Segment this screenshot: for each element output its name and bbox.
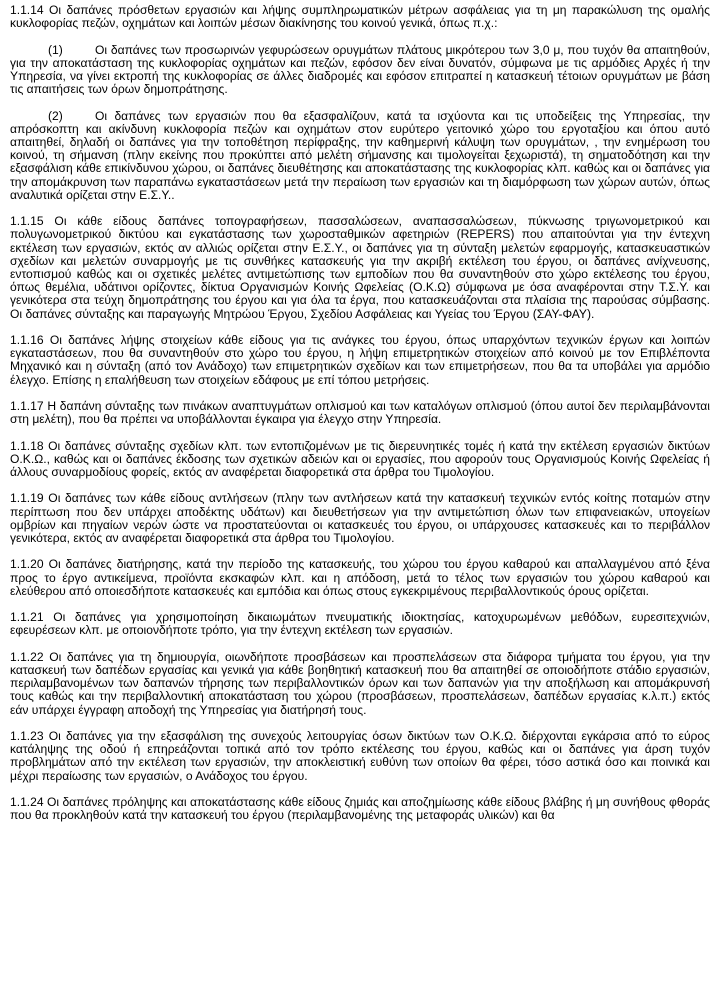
paragraph-1-1-21: 1.1.21 Οι δαπάνες για χρησιμοποίηση δικαιωμάτων πνευματικής ιδιοκτησίας, κατοχυρωμένων μεθόδων, ευρεσιτεχνιών, εφευρέσεων κλπ. με οποιονδήποτε τρόπο, για την έντεχνη εκτέλεση των εργασιών.	[10, 610, 710, 638]
item-number: (1)	[48, 42, 63, 57]
paragraph-1-1-24: 1.1.24 Οι δαπάνες πρόληψης και αποκατάστασης κάθε είδους ζημιάς και αποζημίωσης κάθε είδους βλάβης ή μη συνήθους φθοράς που θα προκληθούν κατά την κατασκευή του έργου (περιλαμβανομένης της μεταφοράς υλικών) και θα	[10, 795, 710, 823]
paragraph-1-1-18: 1.1.18 Οι δαπάνες σύνταξης σχεδίων κλπ. των εντοπιζομένων με τις διερευνητικές τομές ή κατά την εκτέλεση εργασιών δικτύων Ο.Κ.Ω., καθώς και οι δαπάνες έκδοσης των σχετικών αδειών και οι εργασίες, που αφορούν τους Οργανισμούς Κοινής Ωφελείας ή άλλους συναρμοδίους φορείς, εκτός αν αναφέρεται διαφορετικά στα άρθρα του Τιμολογίου.	[10, 438, 710, 480]
paragraph-1-1-14-item-1	[10, 44, 710, 97]
document-page	[10, 4, 710, 822]
paragraph-1-1-15: 1.1.15 Οι κάθε είδους δαπάνες τοπογραφήσεων, πασσαλώσεων, αναπασσαλώσεων, πύκνωσης τριγωνομετρικού και πολυγωνομετρικού δικτύου και εγκατάστασης των χωροσταθμικών αφετηριών (REPERS) που απαιτούνται για την έντεχνη εκτέλεση των εργασιών, εκτός αν αλλιώς ορίζεται στην Ε.Σ.Υ., οι δαπάνες για τη σύνταξη μελετών εφαρμογής, κατασκευαστικών σχεδίων και μελετών συναρμογής με τις συνθήκες κατασκευής για την ακριβή εκτέλεση του έργου, οι δαπάνες ανίχνευσης, εντοπισμού καθώς και οι σχετικές μελέτες αντιμετώπισης των εμποδίων που θα συναντηθούν στο χώρο εκτέλεσης του έργου, όπως θεμέλια, υδάτινοι ορίζοντες, δίκτυα Οργανισμών Κοινής Ωφελείας (Ο.Κ.Ω) σύμφωνα με όσα αναφέρονται στην Τ.Σ.Υ. και γενικότερα στα τεύχη δημοπράτησης του έργου και για όλα τα έργα, που κατασκευάζονται στα πλαίσια της παρούσας σύμβασης. Οι δαπάνες σύνταξης και παραγωγής Μητρώου Έργου, Σχεδίου Ασφάλειας και Υγείας του Έργου (ΣΑΥ-ΦΑΥ).	[10, 214, 710, 321]
item-text: Οι δαπάνες των εργασιών που θα εξασφαλίζουν, κατά τα ισχύοντα και τις υποδείξεις της Υπηρεσίας, την απρόσκοπτη και ακίνδυνη κυκλοφορία πεζών και οχημάτων στον ευρύτερο γειτονικό χώρο του εργοταξίου και όπου αυτό απαιτηθεί, δηλαδή οι δαπάνες για την τοποθέτηση περίφραξης, την καθημερινή κάλυψη των ορυγμάτων, , την ενημέρωση του κοινού, τη σήμανση (πλην εκείνης που προκύπτει από μελέτη σήμανσης και τιμολογείται ξεχωριστά), τη σηματοδότηση και την εξασφάλιση κάθε επικίνδυνου χώρου, οι δαπάνες διευθέτησης και αποκατάστασης της κυκλοφορίας κλπ. καθώς και οι δαπάνες για την απομάκρυνση των παραπάνω εγκαταστάσεων μετά την περαίωση των εργασιών και τη διαμόρφωση των χώρων αυτών, όπως αναλυτικά ορίζεται στην Ε.Σ.Υ..	[10, 108, 710, 202]
paragraph-1-1-14: 1.1.14 Οι δαπάνες πρόσθετων εργασιών και λήψης συμπληρωματικών μέτρων ασφάλειας για τη μη παρακώλυση της ομαλής κυκλοφορίας πεζών, οχημάτων και λοιπών μέσων διακίνησης του κοινού γενικά, όπως π.χ.:	[10, 3, 710, 31]
paragraph-1-1-19: 1.1.19 Οι δαπάνες των κάθε είδους αντλήσεων (πλην των αντλήσεων κατά την κατασκευή τεχνικών εντός κοίτης ποταμών στην περίπτωση που δεν υπάρχει αποδέκτης υδάτων) και διευθετήσεων για την αντιμετώπιση όλων των επιφανειακών, υπογείων ομβρίων και πηγαίων νερών ώστε να προστατεύονται οι κατασκευές του έργου, οι υπάρχουσες κατασκευές και το περιβάλλον γενικότερα, εκτός αν αναφέρεται διαφορετικά στα άρθρα του Τιμολογίου.	[10, 491, 710, 546]
item-text: Οι δαπάνες των προσωρινών γεφυρώσεων ορυγμάτων πλάτους μικρότερου των 3,0 μ, που τυχόν θα απαιτηθούν, για την αποκατάσταση της κυκλοφορίας οχημάτων και πεζών, εφόσον δεν είναι δυνατόν, σύμφωνα με τις αρμόδιες Αρχές ή την Υπηρεσία, να γίνει εκτροπή της κυκλοφορίας σε άλλες διαδρομές και εφόσον επιτραπεί η κατασκευή τέτοιων ορυγμάτων με βάση τις απαιτήσεις των όρων δημοπράτησης.	[10, 42, 710, 97]
paragraph-1-1-23: 1.1.23 Οι δαπάνες για την εξασφάλιση της συνεχούς λειτουργίας όσων δικτύων των Ο.Κ.Ω. διέρχονται εγκάρσια από το εύρος κατάληψης της οδού ή επηρεάζονται τοπικά από τον τρόπο εκτέλεσης του έργου, καθώς και οι δαπάνες για άρση τυχόν προβλημάτων από την εκτέλεση των εργασιών, την αποκλειστική ευθύνη των οποίων θα φέρει, τόσο αστικά όσο και ποινικά και μέχρι περαίωσης των εργασιών, ο Ανάδοχος του έργου.	[10, 729, 710, 783]
paragraph-1-1-22: 1.1.22 Οι δαπάνες για τη δημιουργία, οιωνδήποτε προσβάσεων και προσπελάσεων στα διάφορα τμήματα του έργου, για την κατασκευή των δαπέδων εργασίας και γενικά για κάθε βοηθητική κατασκευή που θα απαιτηθεί σε οποιοδήποτε στάδιο εργασιών, περιλαμβανομένων των δαπανών τήρησης των περιβαλλοντικών όρων και των δαπανών για την αποξήλωση και απομάκρυνσή τους καθώς και την περιβαλλοντική αποκατάσταση του χώρου (προσβάσεων, προσπελάσεων, δαπέδων εργασίας κ.λ.π.) εκτός εάν υπάρχει έγγραφη αποδοχή της Υπηρεσίας για διατήρησή τους.	[10, 649, 710, 717]
paragraph-1-1-14-item-2	[10, 110, 710, 202]
paragraph-1-1-16: 1.1.16 Οι δαπάνες λήψης στοιχείων κάθε είδους για τις ανάγκες του έργου, όπως υπαρχόντων τεχνικών έργων και λοιπών εγκαταστάσεων, που θα συναντηθούν στο χώρο του έργου, η λήψη επιμετρητικών στοιχείων από κοινού με τον Επιβλέποντα Μηχανικό και η σύνταξη (από τον Ανάδοχο) των επιμετρητικών σχεδίων και των επιμετρήσεων, που θα τα υποβάλει για αρμόδιο έλεγχο. Επίσης η επαλήθευση των στοιχείων εδάφους με επί τόπου μετρήσεις.	[10, 333, 710, 387]
item-number: (2)	[48, 108, 63, 123]
paragraph-1-1-17: 1.1.17 Η δαπάνη σύνταξης των πινάκων αναπτυγμάτων οπλισμού και των καταλόγων οπλισμού (όπου αυτοί δεν περιλαμβάνονται στη μελέτη), που θα πρέπει να υποβάλλονται έγκαιρα για έλεγχο στην Υπηρεσία.	[10, 399, 710, 427]
paragraph-1-1-20: 1.1.20 Οι δαπάνες διατήρησης, κατά την περίοδο της κατασκευής, του χώρου του έργου καθαρού και απαλλαγμένου από ξένα προς το έργο αντικείμενα, προϊόντα εκσκαφών κλπ. και η απόδοση, μετά το τέλος των εργασιών του χώρου καθαρού και ελεύθερου από οποιεσδήποτε κατασκευές και εμπόδια και όπως στους εγκεκριμένους περιβαλλοντικούς όρους ορίζεται.	[10, 557, 710, 598]
